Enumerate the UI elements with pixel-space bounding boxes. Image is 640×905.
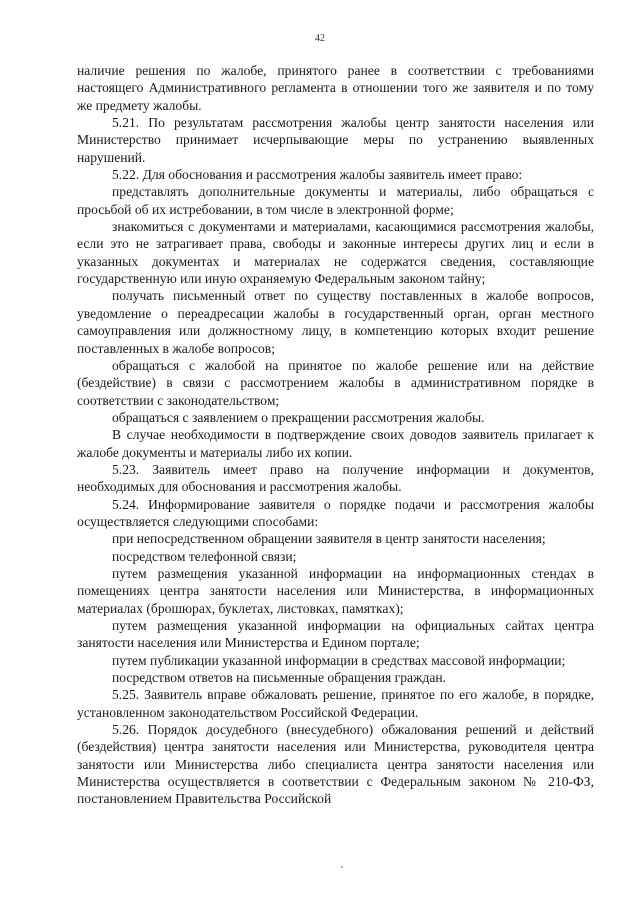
paragraph-3: 5.22. Для обоснования и рассмотрения жалобы заявитель имеет право: bbox=[112, 167, 523, 183]
paragraph-5: знакомиться с документами и материалами, касающимися рассмотрения жалобы, если это не затрагивает права, свободы и законные интересы других лиц и если в указанных документах и материалах не содержатся сведения, составляющие государственную или иную охраняемую Федеральным законом тайну; bbox=[77, 219, 594, 287]
document-body bbox=[77, 62, 594, 808]
paragraph-12: при непосредственном обращении заявителя в центр занятости населения; bbox=[112, 531, 546, 547]
paragraph-8: обращаться с заявлением о прекращении рассмотрения жалобы. bbox=[112, 409, 485, 425]
paragraph-15: путем размещения указанной информации на официальных сайтах центра занятости населения или Министерства и Едином портале; bbox=[77, 618, 594, 651]
paragraph-14: путем размещения указанной информации на информационных стендах в помещениях центра занятости населения или Министерства, в информационных материалах (брошюрах, буклетах, листовках, памятках); bbox=[77, 565, 594, 616]
paragraph-2: 5.21. По результатам рассмотрения жалобы центр занятости населения или Министерство принимает исчерпывающие меры по устранению выявленных нарушений. bbox=[77, 115, 594, 165]
paragraph-6: получать письменный ответ по существу поставленных в жалобе вопросов, уведомление о переадресации жалобы в государственный орган, орган местного самоуправления или должностному лицу, в компетенцию которых входит решение поставленных в жалобе вопросов; bbox=[77, 288, 594, 356]
scan-speck bbox=[341, 866, 343, 868]
paragraph-16: путем публикации указанной информации в средствах массовой информации; bbox=[112, 652, 566, 668]
paragraph-10: 5.23. Заявитель имеет право на получение информации и документов, необходимых для обоснования и рассмотрения жалобы. bbox=[77, 461, 594, 495]
paragraph-17: посредством ответов на письменные обращения граждан. bbox=[112, 670, 447, 686]
paragraph-11: 5.24. Информирование заявителя о порядке подачи и рассмотрения жалобы осуществляется следующими способами: bbox=[77, 496, 594, 529]
paragraph-13: посредством телефонной связи; bbox=[112, 548, 297, 564]
paragraph-4: представлять дополнительные документы и материалы, либо обращаться с просьбой об их истребовании, в том числе в электронной форме; bbox=[77, 184, 594, 217]
paragraph-19: 5.26. Порядок досудебного (внесудебного) обжалования решений и действий (бездействия) центра занятости населения или Министерства, руководителя центра занятости или Министерства либо специалиста центра занятости населения или Министерства осуществляется в соответствии с Федеральным законом № 210-ФЗ, постановлением Правительства Российской bbox=[77, 722, 594, 807]
paragraph-9: В случае необходимости в подтверждение своих доводов заявитель прилагает к жалобе документы и материалы либо их копии. bbox=[77, 427, 594, 460]
paragraph-1: наличие решения по жалобе, принятого ранее в соответствии с требованиями настоящего Административного регламента в отношении того же заявителя и по тому же предмету жалобы. bbox=[77, 63, 594, 113]
paragraph-18: 5.25. Заявитель вправе обжаловать решение, принятое по его жалобе, в порядке, установленном законодательством Российской Федерации. bbox=[77, 687, 594, 720]
page-number: 42 bbox=[315, 33, 325, 44]
paragraph-7: обращаться с жалобой на принятое по жалобе решение или на действие (бездействие) в связи с рассмотрением жалобы в административном порядке в соответствии с законодательством; bbox=[77, 357, 594, 408]
